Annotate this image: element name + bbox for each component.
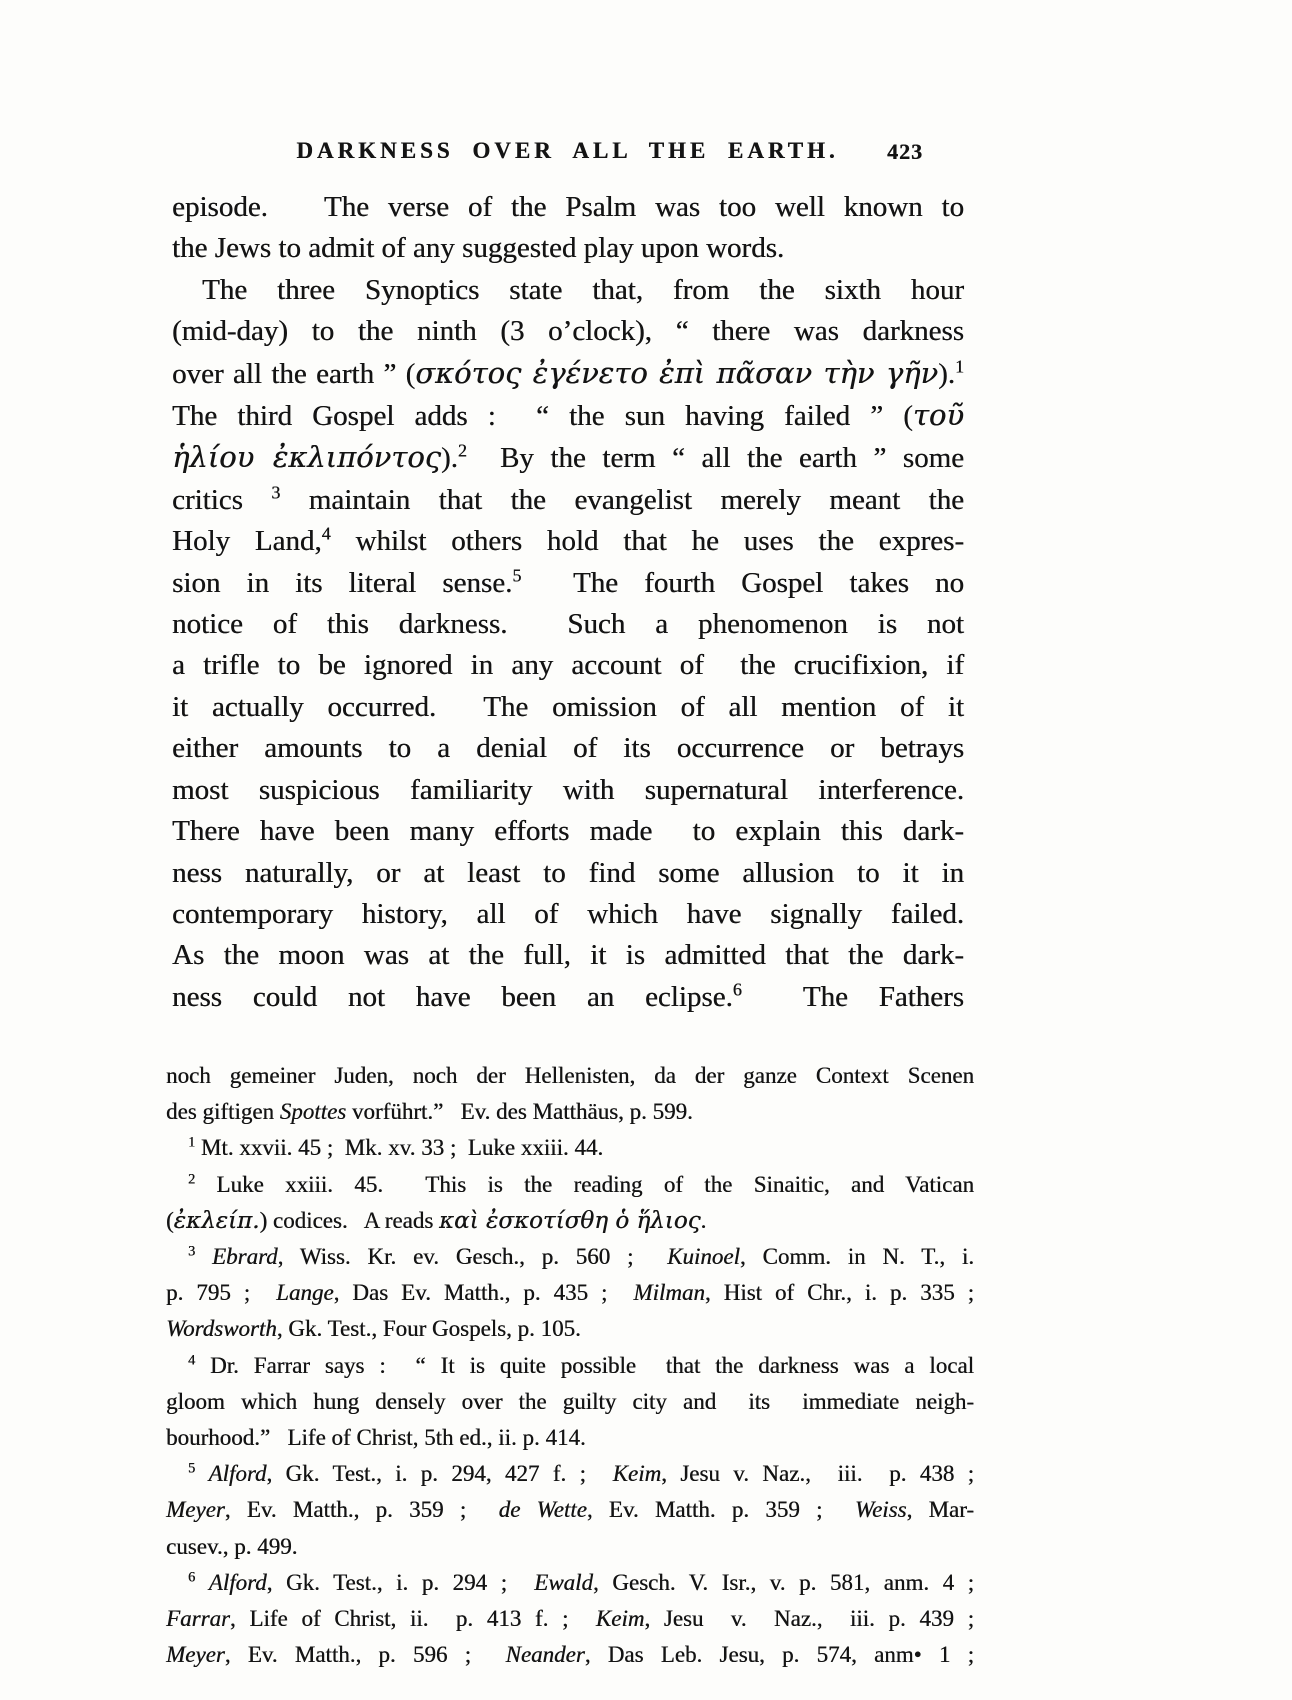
- text-segment: Keim: [595, 1606, 645, 1632]
- text-segment: episode. The verse of the Psalm was too well known to: [172, 191, 964, 223]
- body-line: [172, 437, 964, 479]
- text-segment: , Das Ev. Matth., p. 435 ;: [333, 1280, 634, 1306]
- text-segment: Neander: [505, 1642, 585, 1668]
- text-segment: There have been many efforts made to explain this dark-: [172, 815, 964, 848]
- text-segment: ness naturally, or at least to find some allusion to it in: [172, 856, 964, 889]
- text-segment: , Hist of Chr., i. p. 335 ;: [704, 1280, 974, 1306]
- text-segment: τοῦ: [912, 398, 964, 433]
- text-segment: [195, 1244, 212, 1269]
- text-segment: noch gemeiner Juden, noch der Hellenisten, da der ganze Context Scenen: [166, 1063, 974, 1088]
- text-segment: Meyer: [166, 1497, 225, 1523]
- text-segment: gloom which hung densely over the guilty city and its immediate neigh-: [166, 1388, 974, 1414]
- body-line: [172, 604, 964, 645]
- text-segment: As the moon was at the full, it is admitted that the dark-: [172, 939, 964, 972]
- body-line: [172, 894, 964, 935]
- text-segment: ness could not have been an eclipse.: [172, 980, 733, 1013]
- body-line: [172, 977, 964, 1018]
- text-segment: The fourth Gospel takes no: [521, 566, 964, 599]
- footnote-marker: 6: [732, 979, 742, 1000]
- text-segment: Keim: [612, 1461, 662, 1487]
- text-segment: (mid-day) to the ninth (3 o’clock), “ there was darkness: [172, 315, 964, 348]
- text-segment: , Gk. Test., i. p. 294, 427 f. ;: [266, 1461, 613, 1487]
- footnote-line: [166, 1529, 974, 1565]
- body-line: [172, 935, 964, 976]
- footnote-line: [166, 1239, 974, 1275]
- footnote-marker: 5: [512, 565, 522, 585]
- footnote-line: [166, 1130, 974, 1166]
- footnote-marker: 2: [457, 440, 467, 461]
- body-line: [172, 395, 964, 437]
- text-segment: ) codices. A reads: [259, 1207, 439, 1233]
- text-segment: ).: [938, 357, 955, 390]
- text-segment: , Life of Christ, ii. p. 413 f. ;: [229, 1606, 596, 1632]
- text-segment: ἐκλείπ.: [173, 1207, 260, 1234]
- text-segment: , Jesu v. Naz., iii. p. 438 ;: [661, 1461, 974, 1487]
- text-segment: des giftigen: [166, 1099, 280, 1125]
- text-segment: de Wette: [498, 1497, 587, 1523]
- text-segment: Weiss: [854, 1497, 907, 1523]
- footnote-line: [166, 1565, 974, 1601]
- footnote-line: [166, 1384, 974, 1420]
- body-line: [172, 728, 964, 769]
- footnote-line: [166, 1492, 974, 1528]
- text-segment: over all the earth ” (: [172, 357, 416, 390]
- text-segment: , Ev. Matth. p. 359 ;: [586, 1497, 855, 1523]
- text-segment: Ewald: [534, 1569, 593, 1595]
- body-line: [172, 353, 964, 395]
- text-segment: Alford: [208, 1569, 267, 1595]
- footnote-marker: 4: [321, 523, 331, 544]
- text-segment: ἡλίου ἐκλιπόντος: [172, 440, 441, 475]
- text-segment: .: [700, 1207, 707, 1233]
- footnote-line: [166, 1420, 974, 1456]
- footnote-marker: 5: [188, 1460, 196, 1477]
- text-segment: p. 795 ;: [166, 1280, 277, 1306]
- body-line: [172, 311, 964, 352]
- body-line: [172, 563, 964, 604]
- footnote-marker: 2: [188, 1170, 196, 1187]
- text-segment: contemporary history, all of which have signally failed.: [172, 897, 964, 930]
- text-segment: , Gk. Test., Four Gospels, p. 105.: [276, 1316, 581, 1342]
- text-segment: Lange: [276, 1280, 334, 1306]
- footnote-marker: 6: [188, 1569, 196, 1586]
- body-line: [172, 770, 964, 811]
- text-segment: the Jews to admit of any suggested play upon words.: [172, 232, 785, 265]
- footnote-line: [166, 1058, 974, 1094]
- body-line: [172, 521, 964, 562]
- footnote-marker: 1: [188, 1134, 196, 1151]
- body-line: [172, 687, 964, 728]
- text-segment: (: [166, 1207, 174, 1233]
- text-segment: Alford: [208, 1461, 267, 1487]
- text-segment: , Comm. in N. T., i.: [739, 1244, 975, 1270]
- text-segment: Farrar: [166, 1606, 230, 1632]
- text-segment: By the term “ all the earth ” some: [466, 442, 965, 475]
- text-segment: it actually occurred. The omission of all mention of it: [172, 690, 964, 723]
- running-title: DARKNESS OVER ALL THE EARTH.: [296, 138, 839, 163]
- text-segment: , Ev. Matth., p. 596 ;: [224, 1642, 506, 1668]
- text-segment: whilst others hold that he uses the expres-: [330, 525, 964, 558]
- footnote-line: [166, 1275, 974, 1311]
- text-segment: , Wiss. Kr. ev. Gesch., p. 560 ;: [277, 1244, 668, 1270]
- text-segment: , Gk. Test., i. p. 294 ;: [266, 1569, 535, 1595]
- text-segment: , Mar-: [906, 1497, 974, 1523]
- text-segment: a trifle to be ignored in any account of the crucifixion, if: [172, 649, 964, 682]
- footnote-marker: 3: [271, 482, 281, 503]
- text-segment: , Gesch. V. Isr., v. p. 581, anm. 4 ;: [592, 1569, 975, 1595]
- body-line: [172, 228, 964, 269]
- footnote-line: [166, 1348, 974, 1384]
- body-line: [172, 853, 964, 894]
- text-segment: maintain that the evangelist merely meant the: [280, 483, 964, 516]
- page-number: 423: [887, 139, 923, 164]
- text-segment: Meyer: [166, 1642, 225, 1668]
- body-line: [172, 811, 964, 852]
- text-segment: Luke xxiii. 45. This is the reading of the Sinaitic, and Vatican: [195, 1171, 974, 1197]
- footnotes: [166, 1058, 974, 1673]
- body-line: [172, 270, 964, 311]
- text-segment: critics: [172, 483, 272, 516]
- text-segment: [195, 1461, 208, 1486]
- footnote-line: [166, 1311, 974, 1347]
- text-segment: [195, 1570, 209, 1595]
- footnote-marker: 1: [955, 355, 964, 376]
- footnote-line: [166, 1637, 974, 1673]
- text-segment: Mt. xxvii. 45 ; Mk. xv. 33 ; Luke xxiii. 44.: [195, 1135, 604, 1161]
- text-segment: Dr. Farrar says : “ It is quite possible that the darkness was a local: [195, 1352, 974, 1378]
- text-segment: sion in its literal sense.: [172, 566, 513, 599]
- footnote-marker: 4: [188, 1351, 196, 1368]
- page-header: [170, 138, 965, 172]
- text-segment: notice of this darkness. Such a phenomenon is not: [172, 608, 964, 641]
- text-segment: Milman: [633, 1280, 705, 1306]
- text-segment: Spottes: [279, 1099, 347, 1125]
- body-line: [172, 187, 964, 228]
- text-segment: Kuinoel: [667, 1244, 740, 1270]
- footnote-line: [166, 1167, 974, 1203]
- text-segment: cusev., p. 499.: [166, 1533, 298, 1559]
- footnote-line: [166, 1094, 974, 1130]
- text-segment: σκότος ἐγένετο ἐπὶ πᾶσαν τὴν γῆν: [415, 355, 939, 390]
- text-segment: The third Gospel adds : “ the sun having failed ” (: [172, 400, 913, 433]
- text-segment: The three Synoptics state that, from the sixth hour: [202, 273, 964, 306]
- footnote-line: [166, 1456, 974, 1492]
- text-segment: , Ev. Matth., p. 359 ;: [224, 1497, 499, 1523]
- text-segment: ).: [440, 442, 458, 475]
- text-segment: Ebrard: [211, 1244, 278, 1270]
- text-segment: , Jesu v. Naz., iii. p. 439 ;: [644, 1606, 974, 1632]
- text-segment: vorführt.” Ev. des Matthäus, p. 599.: [346, 1099, 693, 1125]
- body-text: [172, 187, 964, 1018]
- text-segment: The Fathers: [741, 980, 964, 1013]
- footnote-line: [166, 1601, 974, 1637]
- footnote-line: [166, 1203, 974, 1239]
- text-segment: Holy Land,: [172, 525, 322, 558]
- text-segment: Wordsworth: [166, 1316, 277, 1342]
- body-line: [172, 645, 964, 686]
- body-line: [172, 480, 964, 521]
- text-segment: either amounts to a denial of its occurrence or betrays: [172, 732, 964, 765]
- footnote-marker: 3: [188, 1243, 196, 1260]
- text-segment: bourhood.” Life of Christ, 5th ed., ii. p. 414.: [166, 1425, 586, 1451]
- text-segment: most suspicious familiarity with supernatural interference.: [172, 773, 964, 806]
- text-segment: καὶ ἐσκοτίσθη ὁ ἥλιος: [438, 1207, 701, 1234]
- text-segment: , Das Leb. Jesu, p. 574, anm• 1 ;: [584, 1642, 974, 1668]
